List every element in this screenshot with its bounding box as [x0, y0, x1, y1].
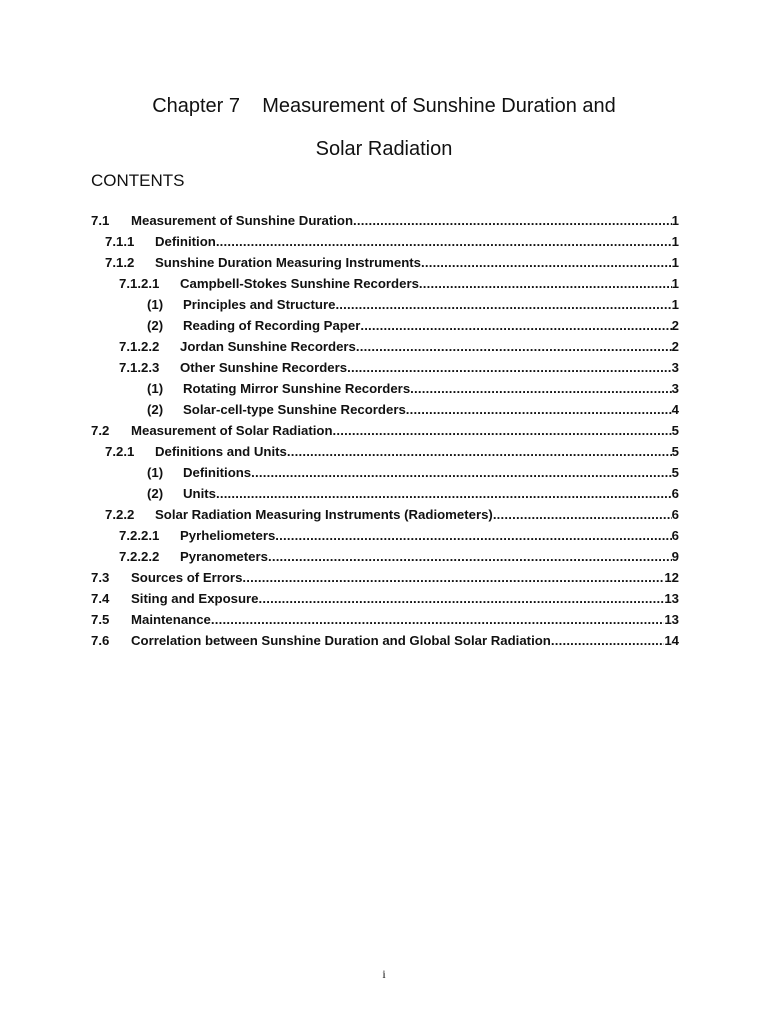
toc-dot-leader	[216, 231, 672, 252]
contents-heading: CONTENTS	[91, 171, 185, 190]
toc-dot-leader	[406, 399, 672, 420]
toc-entry-title: Campbell-Stokes Sunshine Recorders	[180, 276, 419, 291]
toc-entry-page-number: 6	[671, 486, 679, 501]
toc-entry-title: Jordan Sunshine Recorders	[180, 339, 356, 354]
toc-entry-title: Maintenance	[131, 612, 211, 627]
toc-dot-leader	[551, 630, 664, 651]
toc-entry[interactable]	[91, 546, 679, 567]
toc-dot-leader	[347, 357, 672, 378]
toc-entry-page-number: 1	[671, 297, 679, 312]
toc-entry[interactable]	[91, 483, 679, 504]
toc-entry-page-number: 13	[664, 612, 679, 627]
toc-entry-number: (2)	[147, 486, 164, 501]
table-of-contents	[91, 210, 679, 651]
toc-dot-leader	[275, 525, 671, 546]
toc-entry-title: Principles and Structure	[183, 297, 336, 312]
toc-entry-number: 7.2.1	[105, 444, 135, 459]
toc-entry[interactable]	[91, 294, 679, 315]
toc-entry[interactable]	[91, 399, 679, 420]
toc-dot-leader	[493, 504, 672, 525]
toc-entry-number: 7.1.1	[105, 234, 135, 249]
toc-dot-leader	[410, 378, 672, 399]
toc-entry-number: (2)	[147, 402, 164, 417]
toc-entry-page-number: 6	[671, 507, 679, 522]
toc-entry-title: Sunshine Duration Measuring Instruments	[155, 255, 421, 270]
toc-entry-number: 7.1.2.3	[119, 360, 160, 375]
toc-entry[interactable]	[91, 273, 679, 294]
toc-entry-title: Reading of Recording Paper	[183, 318, 361, 333]
toc-entry-number: (1)	[147, 465, 164, 480]
toc-entry-number: 7.2.2.1	[119, 528, 160, 543]
toc-dot-leader	[242, 567, 664, 588]
page-number: i	[382, 967, 386, 981]
chapter-title-line-2: Solar Radiation	[315, 138, 453, 160]
toc-entry-title: Pyranometers	[180, 549, 268, 564]
toc-entry[interactable]	[91, 609, 679, 630]
toc-entry-number: 7.2.2.2	[119, 549, 160, 564]
toc-dot-leader	[333, 420, 672, 441]
toc-entry-title: Solar-cell-type Sunshine Recorders	[183, 402, 406, 417]
toc-entry-page-number: 9	[671, 549, 679, 564]
toc-entry-title: Sources of Errors	[131, 570, 243, 585]
toc-entry-title: Solar Radiation Measuring Instruments (Radiometers)	[155, 507, 493, 522]
toc-entry-title: Pyrheliometers	[180, 528, 276, 543]
toc-entry[interactable]	[91, 210, 679, 231]
toc-entry-page-number: 12	[664, 570, 679, 585]
toc-entry-page-number: 5	[671, 444, 679, 459]
toc-entry[interactable]	[91, 630, 679, 651]
toc-entry[interactable]	[91, 315, 679, 336]
toc-entry-title: Definitions	[183, 465, 252, 480]
toc-entry-title: Correlation between Sunshine Duration and Global Solar Radiation	[131, 633, 551, 648]
toc-entry[interactable]	[91, 231, 679, 252]
toc-entry[interactable]	[91, 504, 679, 525]
toc-dot-leader	[419, 273, 672, 294]
toc-dot-leader	[211, 609, 664, 630]
toc-entry[interactable]	[91, 420, 679, 441]
toc-entry-title: Units	[183, 486, 216, 501]
toc-entry-page-number: 1	[671, 255, 679, 270]
toc-entry-title: Measurement of Solar Radiation	[131, 423, 333, 438]
toc-entry-number: 7.1.2	[105, 255, 135, 270]
toc-entry[interactable]	[91, 252, 679, 273]
toc-entry-number: 7.6	[91, 633, 110, 648]
toc-entry-number: 7.2.2	[105, 507, 135, 522]
toc-entry-page-number: 3	[671, 360, 679, 375]
toc-entry[interactable]	[91, 525, 679, 546]
toc-entry-page-number: 1	[671, 276, 679, 291]
toc-entry-title: Definitions and Units	[155, 444, 287, 459]
toc-entry-page-number: 13	[664, 591, 679, 606]
toc-dot-leader	[360, 315, 671, 336]
toc-dot-leader	[268, 546, 672, 567]
toc-entry-page-number: 5	[671, 465, 679, 480]
toc-entry-page-number: 5	[671, 423, 679, 438]
toc-entry[interactable]	[91, 357, 679, 378]
toc-entry-title: Definition	[155, 234, 216, 249]
toc-dot-leader	[287, 441, 672, 462]
toc-dot-leader	[356, 336, 672, 357]
toc-entry-number: 7.4	[91, 591, 110, 606]
toc-entry-number: 7.3	[91, 570, 110, 585]
toc-entry-title: Siting and Exposure	[131, 591, 259, 606]
toc-entry-title: Rotating Mirror Sunshine Recorders	[183, 381, 411, 396]
toc-entry-number: 7.1.2.2	[119, 339, 160, 354]
toc-entry[interactable]	[91, 567, 679, 588]
toc-entry-title: Measurement of Sunshine Duration	[131, 213, 354, 228]
toc-entry[interactable]	[91, 588, 679, 609]
toc-entry-page-number: 2	[671, 318, 679, 333]
toc-entry-page-number: 3	[671, 381, 679, 396]
toc-entry-number: 7.1.2.1	[119, 276, 160, 291]
toc-entry-page-number: 2	[671, 339, 679, 354]
toc-entry[interactable]	[91, 441, 679, 462]
toc-entry[interactable]	[91, 378, 679, 399]
toc-entry-number: 7.1	[91, 213, 110, 228]
toc-entry-page-number: 1	[671, 213, 679, 228]
toc-entry[interactable]	[91, 462, 679, 483]
toc-entry-page-number: 4	[671, 402, 679, 417]
toc-entry-page-number: 6	[671, 528, 679, 543]
toc-entry-number: (2)	[147, 318, 164, 333]
toc-dot-leader	[216, 483, 672, 504]
toc-entry-number: (1)	[147, 381, 164, 396]
toc-entry-number: 7.2	[91, 423, 110, 438]
toc-dot-leader	[335, 294, 671, 315]
toc-entry[interactable]	[91, 336, 679, 357]
toc-entry-title: Other Sunshine Recorders	[180, 360, 348, 375]
toc-dot-leader	[259, 588, 665, 609]
chapter-title-line-1: Chapter 7 Measurement of Sunshine Duration and	[152, 95, 616, 117]
toc-entry-page-number: 14	[664, 633, 679, 648]
toc-dot-leader	[353, 210, 672, 231]
toc-dot-leader	[251, 462, 672, 483]
toc-entry-number: (1)	[147, 297, 164, 312]
toc-entry-page-number: 1	[671, 234, 679, 249]
toc-entry-number: 7.5	[91, 612, 110, 627]
toc-dot-leader	[421, 252, 672, 273]
